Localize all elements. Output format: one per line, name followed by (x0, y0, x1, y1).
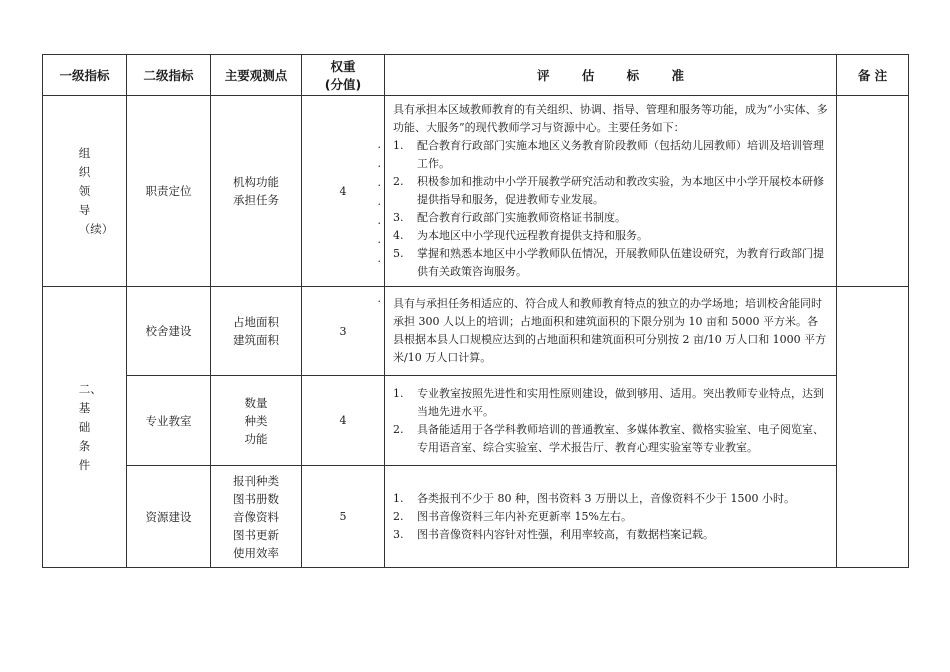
observation-item: 承担任务 (233, 193, 279, 207)
evaluation-table (42, 54, 909, 568)
observation-item: 使用效率 (233, 545, 279, 560)
header-level2: 二级指标 (127, 55, 211, 96)
criteria-text: 配合教育行政部门实施本地区义务教育阶段教师（包括幼儿园教师）培训及培训管理工作。 (417, 139, 824, 170)
header-criteria (385, 55, 837, 96)
observation-item: 图书册数 (233, 491, 279, 506)
criteria-item (393, 245, 828, 281)
header-weight-line1: 权重 (330, 59, 356, 74)
table-row (43, 376, 909, 466)
criteria-item (393, 209, 828, 227)
criteria-intro: 具有承担本区域教师教育的有关组织、协调、指导、管理和服务等功能，成为“小实体、多功能、大服务”的现代教师学习与资源中心。主要任务如下： (393, 103, 828, 134)
dot-mark: . (377, 194, 381, 208)
criteria-text: 具备能适用于各学科教师培训的普通教室、多媒体教室、微格实验室、电子阅览室、专用语音室、综合实验室、学术报告厅、教育心理实验室等专业教室。 (417, 422, 824, 454)
header-observation: 主要观测点 (211, 55, 302, 96)
criteria-text: 图书音像资料三年内补充更新率 15%左右。 (417, 509, 632, 523)
criteria-text: 积极参加和推动中小学开展教学研究活动和教改实验，为本地区中小学开展校本研修提供指导和服务，促进教师专业发展。 (417, 175, 824, 206)
header-criteria-label: 评 估 标 准 (536, 68, 699, 83)
observation-cell (211, 466, 302, 568)
header-level1: 一级指标 (43, 55, 127, 96)
observation-item: 报刊种类 (233, 473, 279, 488)
dot-mark: . (377, 251, 381, 265)
criteria-text: 各类报刊不少于 80 种，图书资料 3 万册以上，音像资料不少于 1500 小时。 (417, 491, 795, 505)
dot-mark: . (377, 292, 381, 305)
table-row (43, 287, 909, 376)
criteria-text: 为本地区中小学现代远程教育提供支持和服务。 (417, 229, 648, 242)
criteria-num: 2. (393, 509, 404, 523)
level1-label: 组织领导（续） (78, 145, 114, 236)
dot-marks (378, 116, 382, 286)
dot-mark: . (377, 156, 381, 170)
header-weight-line2: (分值) (324, 77, 362, 92)
criteria-num: 5. (393, 247, 404, 260)
weight-value: 4 (339, 414, 347, 427)
header-weight (302, 55, 385, 96)
criteria-text: 图书音像资料内容针对性强，利用率较高，有数据档案记载。 (417, 527, 714, 541)
criteria-intro: 具有与承担任务相适应的、符合成人和教师教育特点的独立的办学场地；培训校舍能同时承担 300 人以上的培训；占地面积和建筑面积的下限分别为 10 亩和 5000 平方米。各县根据本县人口规模应达到的占地面积和建筑面积可分别按 2 亩/10 万人口和 1000 平方米/10 万人口计算。 (393, 297, 827, 364)
dot-mark: . (377, 213, 381, 227)
criteria-num: 3. (393, 527, 404, 541)
criteria-list (393, 137, 828, 281)
table-row (43, 466, 909, 568)
criteria-text: 配合教育行政部门实施教师资格证书制度。 (417, 211, 626, 224)
observation-item: 数量 (244, 395, 268, 410)
level2-cell: 校舍建设 (127, 287, 211, 376)
criteria-cell (385, 466, 837, 568)
level2-cell: 专业教室 (127, 376, 211, 466)
criteria-item (393, 490, 828, 508)
criteria-item (393, 385, 828, 421)
table-row (43, 96, 909, 287)
header-remarks: 备 注 (837, 55, 909, 96)
criteria-num: 1. (393, 139, 404, 152)
level1-cell (43, 287, 127, 568)
criteria-text: 专业教室按照先进性和实用性原则建设，做到够用、适用。突出教师专业特点，达到当地先进水平。 (417, 386, 824, 418)
observation-item: 图书更新 (233, 527, 279, 542)
criteria-item (393, 526, 828, 544)
criteria-list (393, 490, 828, 544)
observation-item: 功能 (244, 431, 268, 446)
observation-cell (211, 96, 302, 287)
weight-cell (302, 466, 385, 568)
criteria-num: 2. (393, 422, 404, 436)
weight-cell (302, 287, 385, 376)
weight-value: 3 (339, 324, 347, 338)
criteria-item (393, 137, 828, 173)
observation-cell (211, 287, 302, 376)
criteria-item (393, 508, 828, 526)
criteria-num: 1. (393, 386, 404, 400)
observation-item: 机构功能 (233, 175, 279, 189)
observation-item: 占地面积 (233, 315, 279, 329)
observation-item: 建筑面积 (233, 333, 279, 347)
weight-value: 4 (339, 184, 347, 198)
dot-mark: . (377, 232, 381, 246)
criteria-num: 3. (393, 211, 404, 224)
level1-label: 二、基础条件 (78, 381, 102, 472)
criteria-num: 2. (393, 175, 404, 188)
criteria-item (393, 421, 828, 457)
criteria-item (393, 173, 828, 209)
criteria-cell (385, 287, 837, 376)
criteria-cell (385, 376, 837, 466)
criteria-text: 掌握和熟悉本地区中小学教师队伍情况，开展教师队伍建设研究，为教育行政部门提供有关政策咨询服务。 (417, 247, 824, 278)
observation-item: 种类 (244, 413, 268, 428)
level2-cell: 职责定位 (127, 96, 211, 287)
level2-cell: 资源建设 (127, 466, 211, 568)
remarks-cell (837, 96, 909, 287)
level1-cell (43, 96, 127, 287)
dot-mark: . (377, 175, 381, 189)
observation-cell (211, 376, 302, 466)
dot-mark: . (377, 137, 381, 151)
weight-cell (302, 96, 385, 287)
weight-cell (302, 376, 385, 466)
criteria-num: 1. (393, 491, 404, 505)
criteria-item (393, 227, 828, 245)
criteria-num: 4. (393, 229, 404, 242)
dot-marks (378, 287, 382, 375)
weight-value: 5 (339, 510, 347, 523)
remarks-cell (837, 287, 909, 568)
header-row (43, 55, 909, 96)
observation-item: 音像资料 (233, 509, 279, 524)
criteria-cell (385, 96, 837, 287)
criteria-list (393, 385, 828, 457)
